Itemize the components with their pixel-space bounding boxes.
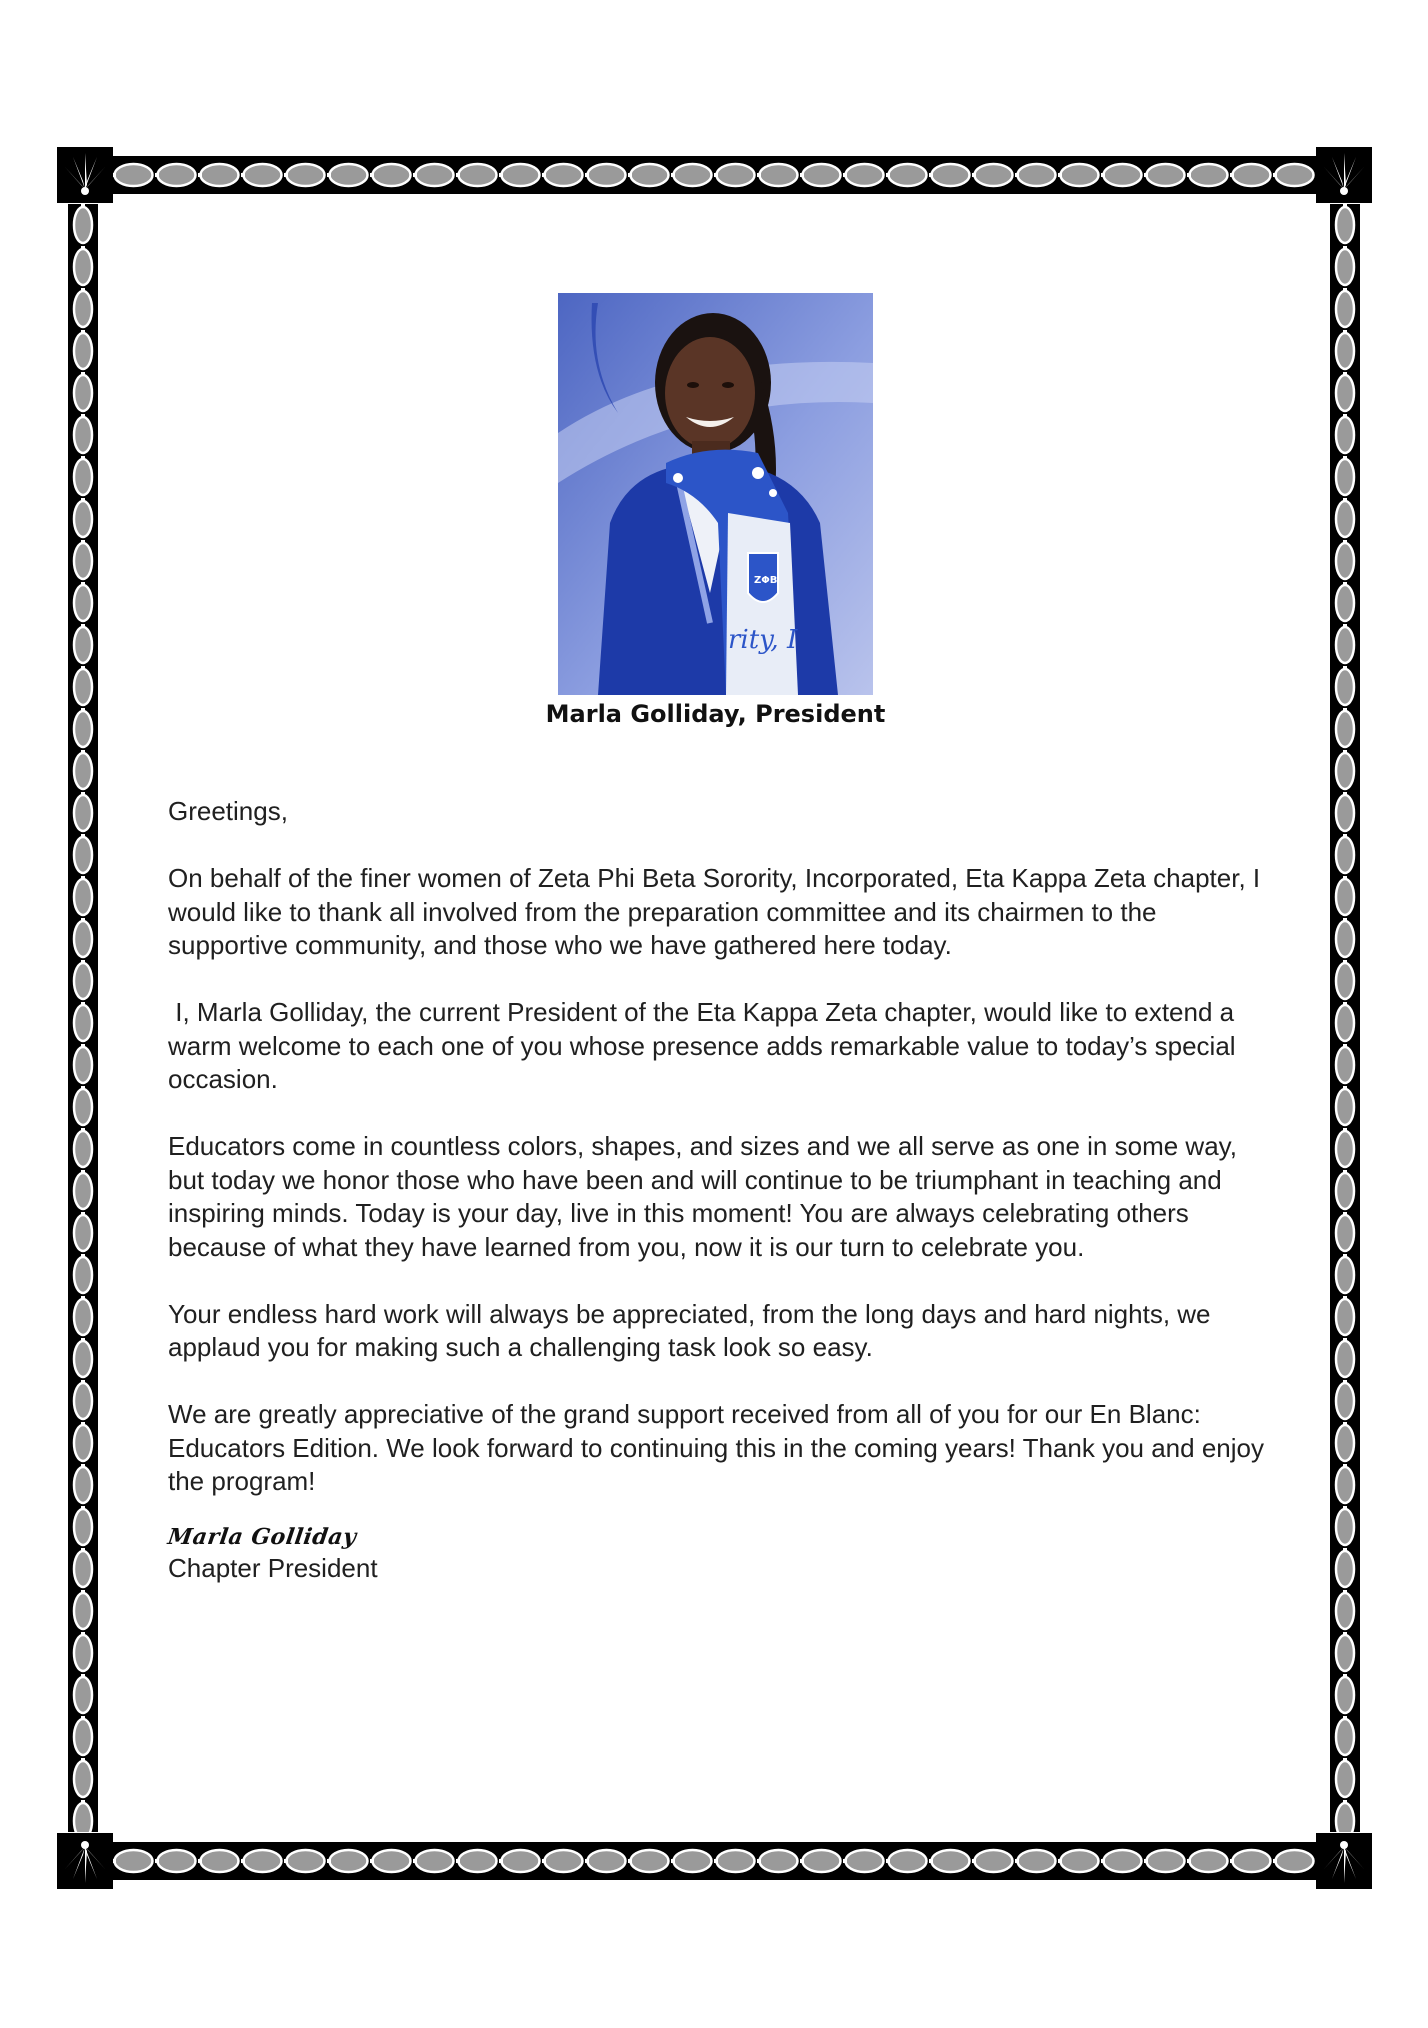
frame-left-border	[68, 204, 98, 1832]
letter-body	[168, 795, 1278, 1619]
frame-top-border	[112, 156, 1316, 194]
scarf-crest-text: ZΦB	[754, 575, 778, 586]
signature: Marla Golliday	[166, 1523, 359, 1550]
portrait-caption: Marla Golliday, President	[545, 700, 886, 728]
corner-ornament-icon	[1316, 147, 1372, 203]
letter-paragraph: On behalf of the finer women of Zeta Phi Beta Sorority, Incorporated, Eta Kappa Zeta chapter, I would like to thank all involved from the preparation committee and its chairmen to the supportive community, and those who we have gathered here today.	[168, 863, 1261, 960]
corner-ornament-icon	[1316, 1833, 1372, 1889]
signer-title: Chapter President	[168, 1553, 378, 1583]
frame-bottom-border	[112, 1842, 1316, 1880]
letter-paragraph: We are greatly appreciative of the grand support received from all of you for our En Blanc: Educators Edition. We look forward to continuing this in the coming years! Thank you and enjoy the program!	[168, 1399, 1264, 1496]
frame-right-border	[1330, 204, 1360, 1832]
president-portrait-photo	[558, 293, 873, 695]
letter-paragraph: I, Marla Golliday, the current President of the Eta Kappa Zeta chapter, would like to extend a warm welcome to each one of you whose presence adds remarkable value to today’s special occasion.	[168, 997, 1243, 1094]
corner-ornament-icon	[57, 147, 113, 203]
letter-paragraph: Educators come in countless colors, shapes, and sizes and we all serve as one in some way, but today we honor those who have been and will continue to be triumphant in teaching and inspiring minds. Today is your day, live in this moment! You are always celebrating others because of what they have learned from you, now it is our turn to celebrate you.	[168, 1131, 1237, 1262]
letter-greeting: Greetings,	[168, 796, 288, 826]
scarf-text: rity, I	[728, 625, 798, 655]
corner-ornament-icon	[57, 1833, 113, 1889]
letter-paragraph: Your endless hard work will always be appreciated, from the long days and hard nights, we applaud you for making such a challenging task look so easy.	[168, 1298, 1211, 1362]
